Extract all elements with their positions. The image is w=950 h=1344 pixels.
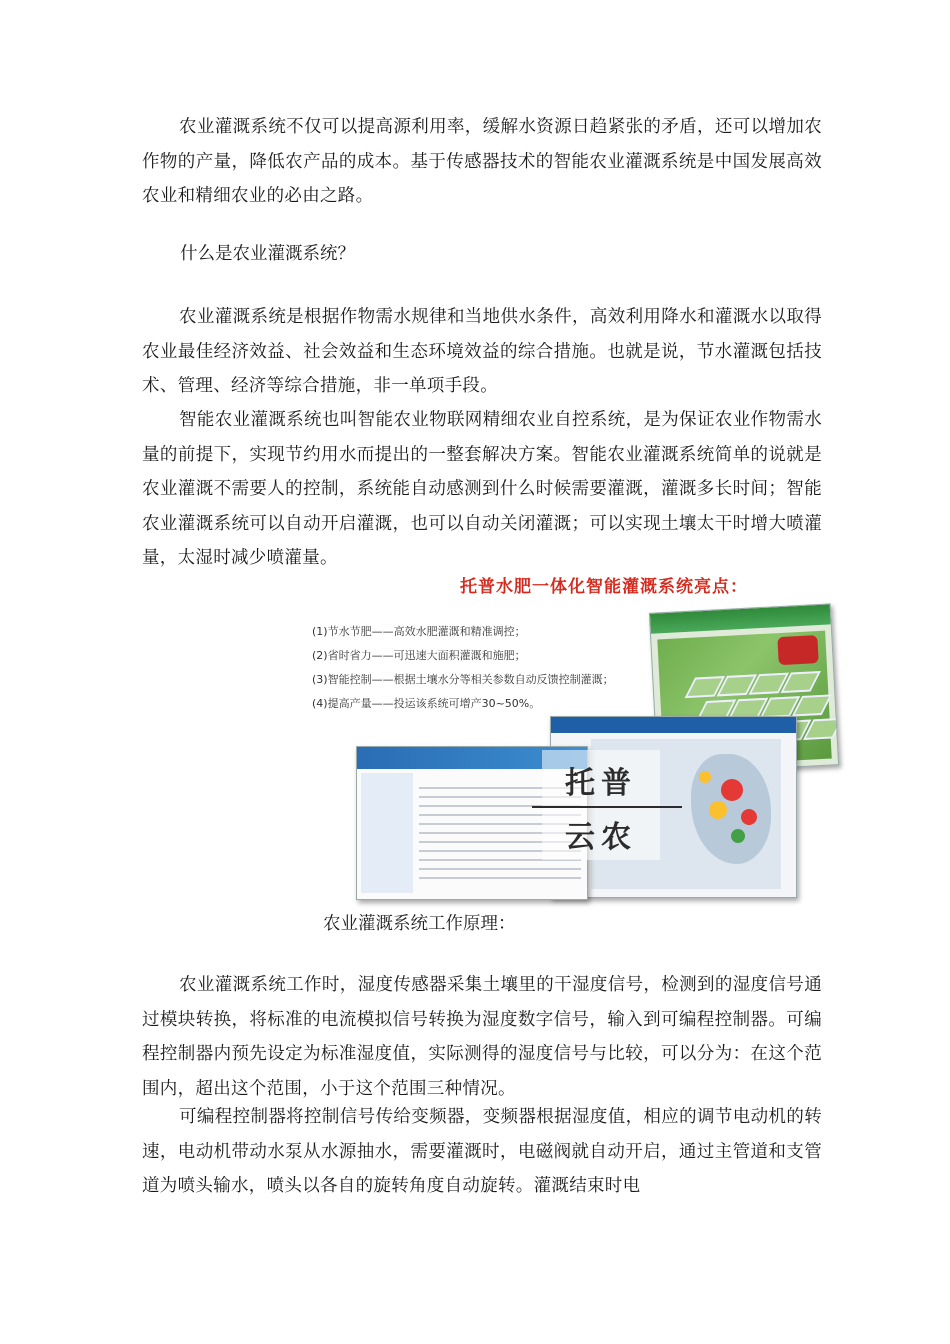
screenshot-header [650,604,831,633]
figure-title: 托普水肥一体化智能灌溉系统亮点： [460,577,748,597]
heat-spot [709,801,727,819]
heat-spot [741,809,757,825]
tractor-illustration [777,635,818,665]
section-heading-what-is: 什么是农业灌溉系统？ [180,244,355,264]
watermark-bottom-text: 云农 [565,820,637,855]
definition-paragraph: 农业灌溉系统是根据作物需水规律和当地供水条件，高效利用降水和灌溉水以取得农业最佳经济效益、社会效益和生态环境效益的综合措施。也就是说，节水灌溉包括技术、管理、经济等综合措施，非一单项手段。 [142,307,822,396]
watermark-top-text: 托普 [565,766,637,801]
smart-irrigation-paragraph: 智能农业灌溉系统也叫智能农业物联网精细农业自控系统，是为保证农业作物需水量的前提下，实现节约用水而提出的一整套解决方案。智能农业灌溉系统简单的说就是农业灌溉不需要人的控制，系统能自动感测到什么时候需要灌溉，灌溉多长时间；智能农业灌溉系统可以自动开启灌溉，也可以自动关闭灌溉；可以实现土壤太干时增大喷灌量，太湿时减少喷灌量。 [142,410,822,568]
highlight-item: (1)节水节肥——高效水肥灌溉和精准调控； [312,625,526,638]
watermark-divider [532,806,682,808]
highlight-item: (2)省时省力——可迅速大面积灌溉和施肥； [312,649,526,662]
watermark [542,750,660,860]
highlight-item: (4)提高产量——投运该系统可增产30~50%。 [312,697,541,710]
controller-paragraph: 可编程控制器将控制信号传给变频器，变频器根据湿度值，相应的调节电动机的转速，电动机带动水泵从水源抽水，需要灌溉时，电磁阀就自动开启，通过主管道和支管道为喷头输水，喷头以各自的旋转角度自动旋转。灌溉结束时电 [142,1107,822,1196]
figure-caption: 农业灌溉系统工作原理： [323,914,516,934]
highlight-list [312,620,652,716]
heat-spot [721,779,743,801]
working-principle-paragraph: 农业灌溉系统工作时，湿度传感器采集土壤里的干湿度信号，检测到的湿度信号通过模块转换，将标准的电流模拟信号转换为湿度数字信号，输入到可编程控制器。可编程控制器内预先设定为标准湿度值，实际测得的湿度信号与比较，可以分为：在这个范围内，超出这个范围，小于这个范围三种情况。 [142,975,822,1099]
highlight-item: (3)智能控制——根据土壤水分等相关参数自动反馈控制灌溉； [312,673,614,686]
intro-paragraph: 农业灌溉系统不仅可以提高源利用率，缓解水资源日趋紧张的矛盾，还可以增加农作物的产量，降低农产品的成本。基于传感器技术的智能农业灌溉系统是中国发展高效农业和精细农业的必由之路。 [142,117,822,206]
heat-spot [731,829,745,843]
heat-spot [699,771,711,783]
screenshot-header [551,717,796,733]
system-highlights-figure [310,568,840,900]
portal-sidebar [361,773,413,893]
